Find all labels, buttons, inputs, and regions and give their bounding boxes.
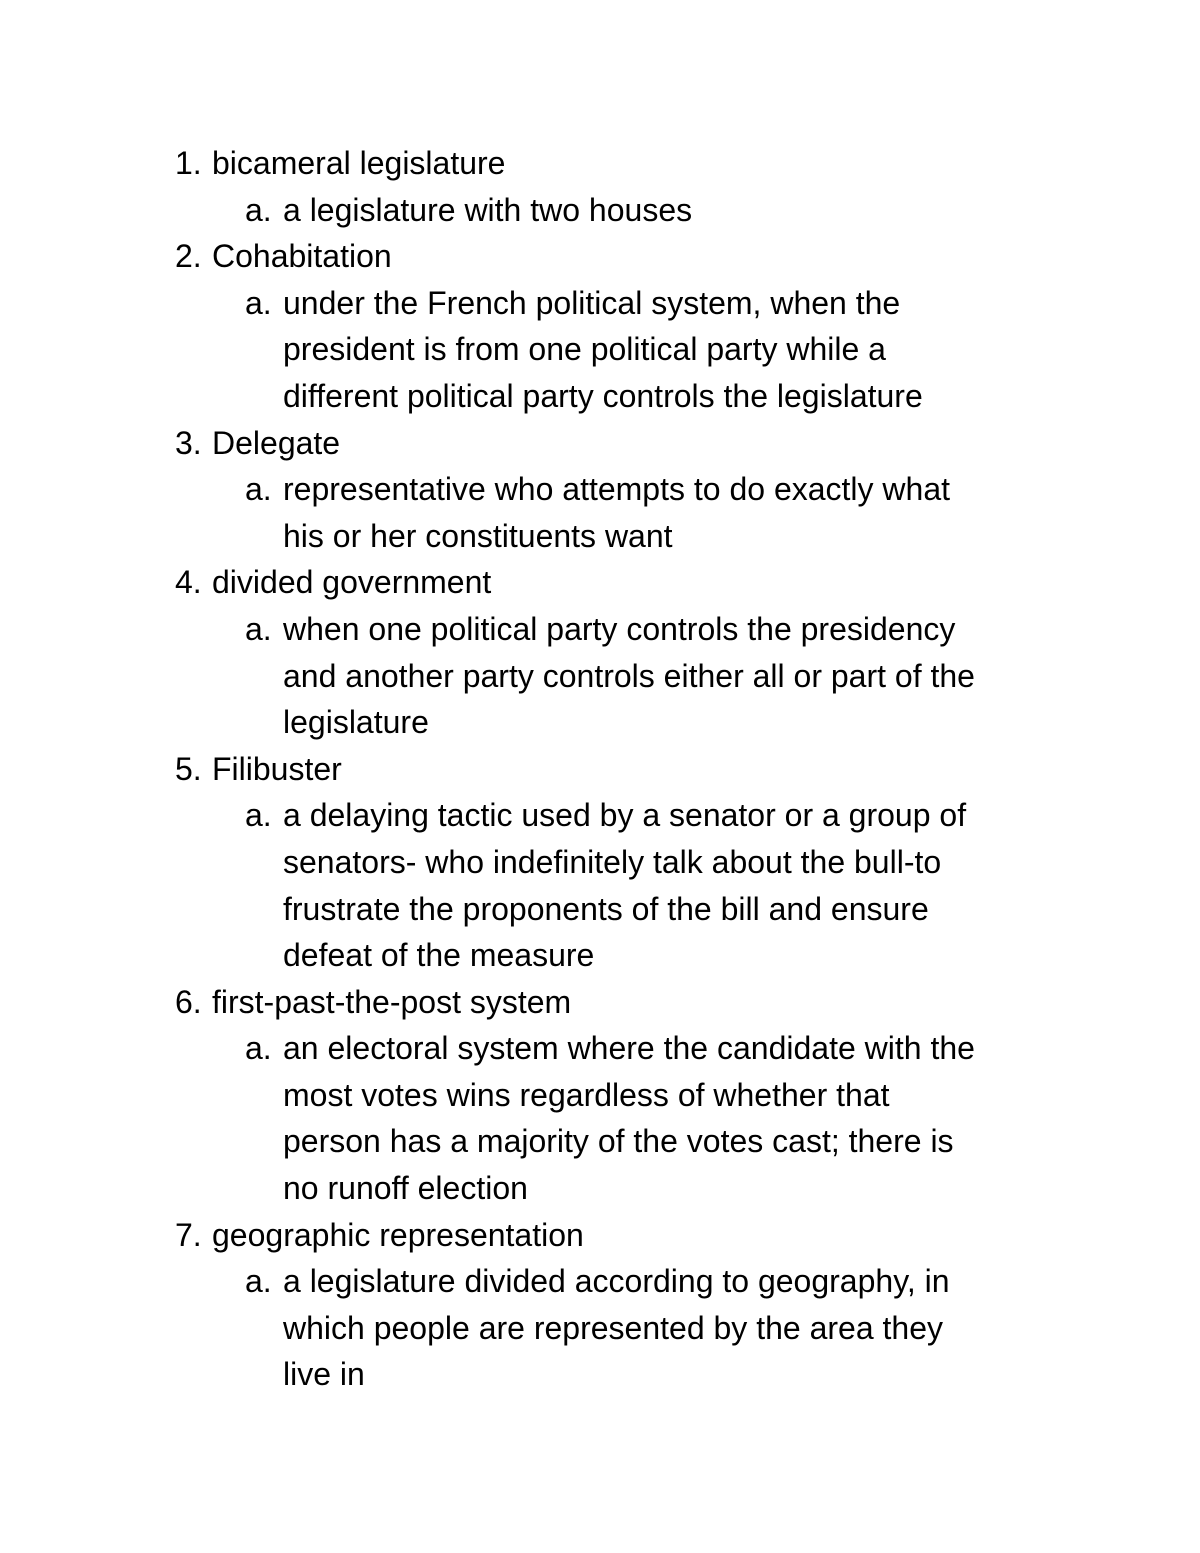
definition-marker: a. xyxy=(245,1263,272,1300)
definition-line: a delaying tactic used by a senator or a group of xyxy=(283,797,967,834)
definition-item xyxy=(245,792,1075,978)
definition-text xyxy=(283,1025,1053,1211)
definition-line: senators- who indefinitely talk about the bull-to xyxy=(283,843,942,880)
term-number: 5. xyxy=(175,750,202,787)
glossary-item xyxy=(175,746,1075,979)
term-title: Cohabitation xyxy=(212,238,392,275)
definition-item xyxy=(245,606,1075,746)
term-number: 4. xyxy=(175,564,202,601)
term-number: 6. xyxy=(175,983,202,1020)
definition-line: different political party controls the legislature xyxy=(283,377,923,414)
definition-text xyxy=(283,280,1053,420)
definition-line: defeat of the measure xyxy=(283,937,595,974)
definition-line: president is from one political party while a xyxy=(283,331,886,368)
definition-list xyxy=(175,466,1075,559)
definition-line: his or her constituents want xyxy=(283,517,673,554)
term-line xyxy=(175,746,1075,793)
definition-list xyxy=(175,1025,1075,1211)
definition-item xyxy=(245,1258,1075,1398)
definition-text xyxy=(283,466,1053,559)
definition-marker: a. xyxy=(245,191,272,228)
definition-line: representative who attempts to do exactly what xyxy=(283,471,951,508)
glossary-list xyxy=(175,140,1075,1398)
definition-line: a legislature divided according to geography, in xyxy=(283,1263,950,1300)
term-line xyxy=(175,140,1075,187)
definition-marker: a. xyxy=(245,1030,272,1067)
term-title: first-past-the-post system xyxy=(212,983,572,1020)
definition-line: most votes wins regardless of whether that xyxy=(283,1076,890,1113)
term-title: divided government xyxy=(212,564,492,601)
definition-marker: a. xyxy=(245,610,272,647)
definition-list xyxy=(175,187,1075,234)
term-line xyxy=(175,1212,1075,1259)
term-number: 1. xyxy=(175,145,202,181)
term-number: 2. xyxy=(175,238,202,275)
definition-item xyxy=(245,187,1075,234)
term-number: 3. xyxy=(175,424,202,461)
term-number: 7. xyxy=(175,1216,202,1253)
term-title: geographic representation xyxy=(212,1216,584,1253)
definition-line: live in xyxy=(283,1356,365,1393)
term-line xyxy=(175,979,1075,1026)
definition-list xyxy=(175,792,1075,978)
definition-item xyxy=(245,280,1075,420)
glossary-item xyxy=(175,140,1075,233)
definition-text xyxy=(283,1258,1053,1398)
term-title: Filibuster xyxy=(212,750,342,787)
definition-item xyxy=(245,466,1075,559)
glossary-item xyxy=(175,233,1075,419)
definition-line: an electoral system where the candidate with the xyxy=(283,1030,975,1067)
definition-item xyxy=(245,1025,1075,1211)
definition-marker: a. xyxy=(245,797,272,834)
term-title: bicameral legislature xyxy=(212,145,506,181)
definition-list xyxy=(175,280,1075,420)
glossary-item xyxy=(175,979,1075,1212)
definition-line: under the French political system, when the xyxy=(283,284,901,321)
glossary-item xyxy=(175,1212,1075,1398)
definition-list xyxy=(175,1258,1075,1398)
glossary-item xyxy=(175,559,1075,745)
term-title: Delegate xyxy=(212,424,341,461)
definition-marker: a. xyxy=(245,471,272,508)
definition-text xyxy=(283,606,1053,746)
term-line xyxy=(175,559,1075,606)
glossary-item xyxy=(175,420,1075,560)
definition-line: person has a majority of the votes cast; there is xyxy=(283,1123,954,1160)
definition-text xyxy=(283,187,1053,234)
definition-line: which people are represented by the area they xyxy=(283,1309,943,1346)
definition-line: frustrate the proponents of the bill and ensure xyxy=(283,890,929,927)
definition-line: a legislature with two houses xyxy=(283,191,693,228)
definition-line: and another party controls either all or part of the xyxy=(283,657,975,694)
term-line xyxy=(175,420,1075,467)
definition-line: legislature xyxy=(283,704,429,741)
definition-line: no runoff election xyxy=(283,1170,528,1207)
term-line xyxy=(175,233,1075,280)
definition-line: when one political party controls the presidency xyxy=(283,610,956,647)
definition-text xyxy=(283,792,1053,978)
definition-marker: a. xyxy=(245,284,272,321)
definition-list xyxy=(175,606,1075,746)
